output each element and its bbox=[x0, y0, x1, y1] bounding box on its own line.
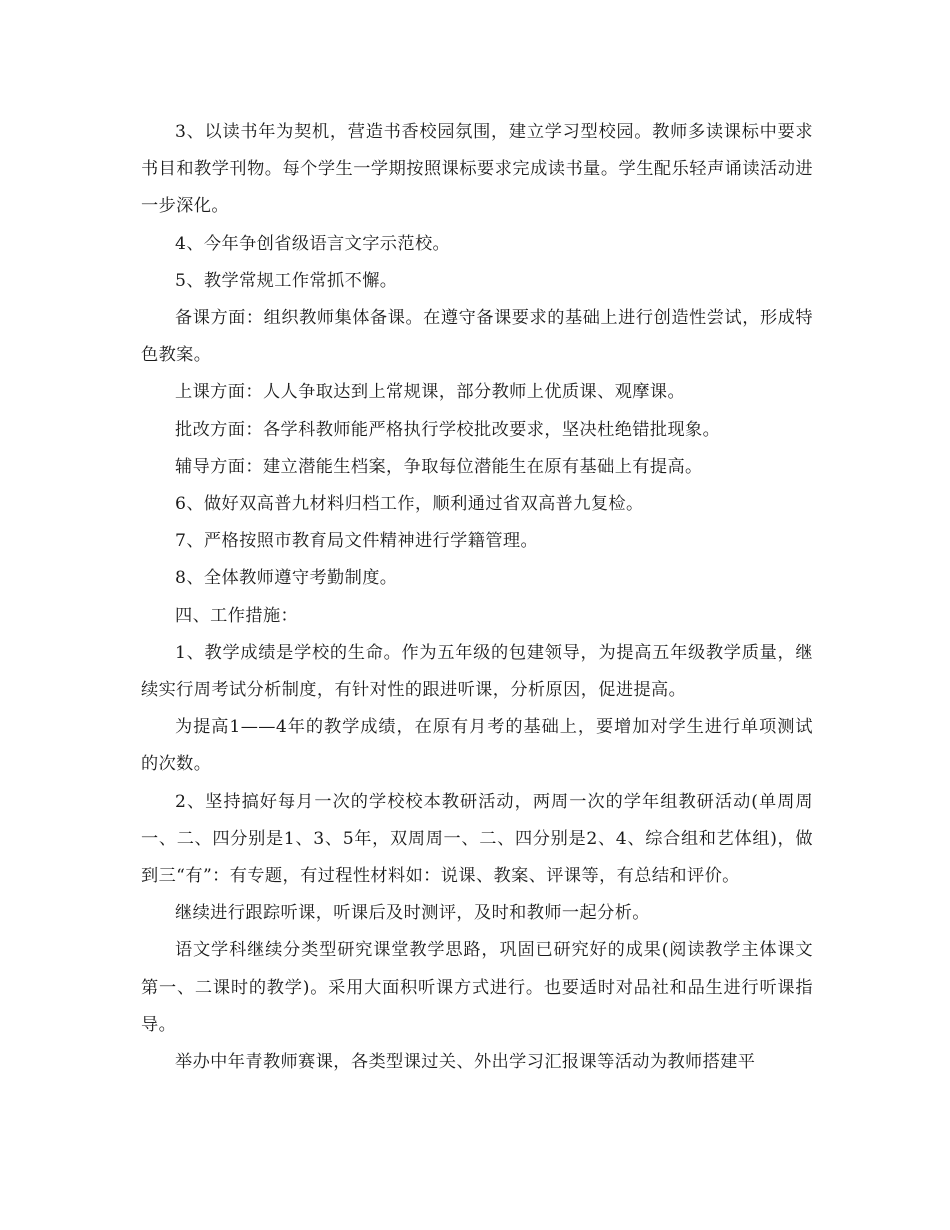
paragraph-grading: 批改方面：各学科教师能严格执行学校批改要求，坚决杜绝错批现象。 bbox=[175, 419, 721, 440]
paragraph-attendance: 8、全体教师遵守考勤制度。 bbox=[175, 568, 398, 589]
paragraph-lesson-preparation: 备课方面：组织教师集体备课。在遵守备课要求的基础上进行创造性尝试，形成特色教案。 bbox=[141, 308, 813, 366]
paragraph-reading-campus: 3、以读书年为契机，营造书香校园氛围，建立学习型校园。教师多读课标中要求书目和教学刊物。每个学生一学期按照课标要求完成读书量。学生配乐轻声诵读活动进一步深化。 bbox=[141, 122, 813, 217]
paragraph-teaching-routine: 5、教学常规工作常抓不懈。 bbox=[175, 270, 398, 291]
paragraph-student-records: 7、严格按照市教育局文件精神进行学籍管理。 bbox=[175, 531, 539, 552]
paragraph-language-demo-school: 4、今年争创省级语言文字示范校。 bbox=[175, 233, 451, 254]
paragraph-classes: 上课方面：人人争取达到上常规课，部分教师上优质课、观摩课。 bbox=[175, 382, 686, 403]
paragraph-unit-tests: 为提高1——4年的教学成绩，在原有月考的基础上，要增加对学生进行单项测试的次数。 bbox=[141, 717, 813, 775]
paragraph-teaching-results: 1、教学成绩是学校的生命。作为五年级的包建领导，为提高五年级教学质量，继续实行周考试分析制度，有针对性的跟进听课，分析原因，促进提高。 bbox=[141, 642, 813, 701]
paragraph-young-teacher-contest: 举办中年青教师赛课，各类型课过关、外出学习汇报课等活动为教师搭建平 bbox=[175, 1052, 756, 1073]
paragraph-archiving: 6、做好双高普九材料归档工作，顺利通过省双高普九复检。 bbox=[175, 494, 644, 515]
paragraph-follow-up-observation: 继续进行跟踪听课，听课后及时测评，及时和教师一起分析。 bbox=[175, 903, 650, 924]
paragraph-chinese-subject: 语文学科继续分类型研究课堂教学思路，巩固已研究好的成果(阅读教学主体课文第一、二课时的教学)。采用大面积听课方式进行。也要适时对品社和品生进行听课指导。 bbox=[141, 940, 813, 1035]
document-body bbox=[141, 114, 813, 1081]
paragraph-tutoring: 辅导方面：建立潜能生档案，争取每位潜能生在原有基础上有提高。 bbox=[175, 456, 703, 477]
paragraph-research-activities: 2、坚持搞好每月一次的学校校本教研活动，两周一次的学年组教研活动(单周周一、二、四分别是1、3、5年，双周周一、二、四分别是2、4、综合组和艺体组)，做到三“有”：有专题，有过程性材料如：说课、教案、评课等，有总结和评价。 bbox=[141, 791, 813, 887]
section-heading-measures: 四、工作措施： bbox=[175, 605, 299, 626]
